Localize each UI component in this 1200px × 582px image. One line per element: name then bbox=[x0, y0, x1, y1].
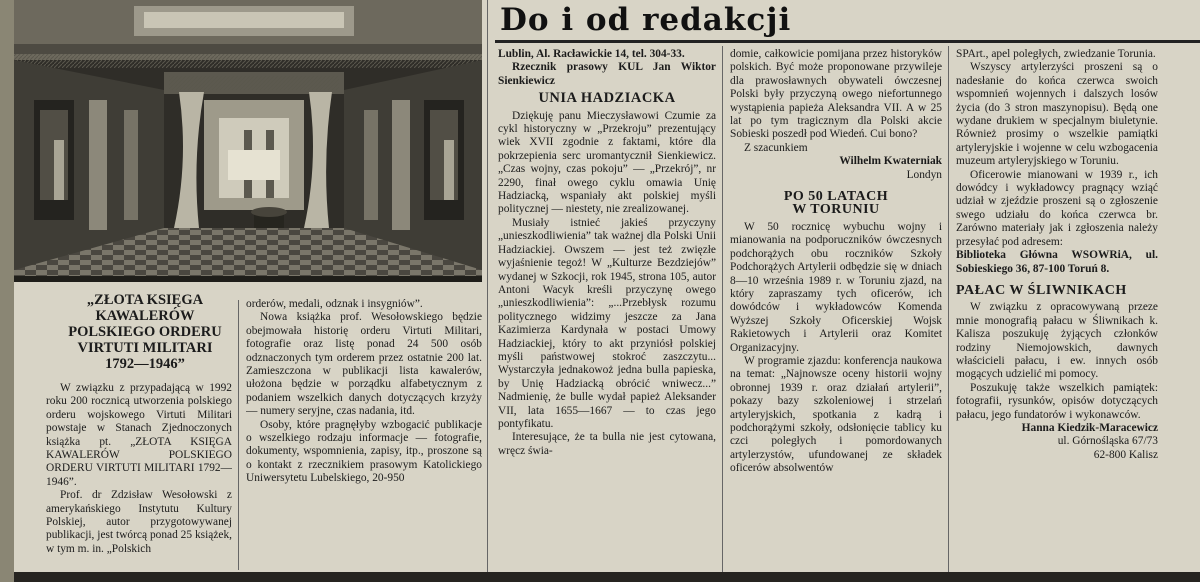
article-column5 bbox=[956, 48, 1158, 570]
paragraph: Wszyscy artylerzyści proszeni są o nadesłanie do końca czerwca swoich wspomnień wojennych i dalszych losów życia (do 3 stron maszynopisu). Będą one wydane drukiem w specjalnym biuletynie. Również prosimy o wszelkie pamiątki artyleryjskie i wojenne w celu wzbogacenia muzeum artyleryjskiego w Toruniu. bbox=[956, 61, 1158, 168]
signature-name: Wilhelm Kwaterniak bbox=[839, 155, 942, 168]
title-line: POLSKIEGO ORDERU bbox=[68, 324, 222, 340]
article-title-palac: PAŁAC W ŚLIWNIKACH bbox=[956, 282, 1127, 298]
paragraph: Lublin, Al. Racławickie 14, tel. 304-33. bbox=[498, 48, 685, 60]
article-column4 bbox=[730, 48, 942, 570]
paragraph: Nowa książka prof. Wesołowskiego będzie obejmowała historię orderu Virtuti Militari, fotografie oraz listę ponad 24 500 osób odznaczonych tym orderem przez ostatnie 200 lat. Zamieszczona w publikacji lista kawalerów, ułożona będzie w porządku alfabetycznym z podaniem wszelkich danych dotyczących krzyży — numery seryjne, czas nadania, itd. bbox=[246, 311, 482, 418]
paragraph: Dziękuję panu Mieczysławowi Czumie za cykl historyczny w „Przekroju” prezentujący wiek XVII zgodnie z faktami, które dla pokrzepienia serc uromantycznił Sienkiewicz. „Czas wojny, czas pokoju” — „Przekrój”, nr 2290, finał owego cyklu omawia Unię Hadziacką, wspaniały akt polskiej myśli politycznej — niestety, nie zrealizowanej. bbox=[498, 109, 716, 216]
title-line: KAWALERÓW bbox=[95, 308, 195, 324]
paragraph: Osoby, które pragnęłyby wzbogacić publikacje o wszelkiego rodzaju informacje — fotografie, dokumenty, wspomnienia, zapisy, itp., proszone są o kontakt z rzecznikiem prasowym Katolickiego Uniwersytetu Lubelskiego, 20-950 bbox=[246, 418, 482, 485]
signature-name: Hanna Kiedzik-Maracewicz bbox=[1021, 421, 1158, 434]
paragraph: Oficerowie mianowani w 1939 r., ich dowódcy i wykładowcy pragnący wziąć udział w zjeździe proszeni są o zgłoszenie swego udziału do końca czerwca br. Zarówno materiały jak i zgłoszenia należy przesyłać pod adresem: bbox=[956, 168, 1158, 248]
article-title-zlota-ksiega bbox=[50, 292, 240, 372]
article-title-po-50-latach bbox=[730, 190, 942, 217]
article-title-unia-hadziacka: UNIA HADZIACKA bbox=[538, 90, 676, 107]
article1-column2 bbox=[246, 298, 482, 570]
masthead-rule bbox=[495, 40, 1200, 43]
address: Biblioteka Główna WSOWRiA, ul. Sobieskiego 36, 87-100 Toruń 8. bbox=[956, 249, 1158, 275]
paragraph: W programie zjazdu: konferencja naukowa na temat: „Najnowsze oceny historii wojny obronnej 1939 r. oraz działań artylerii”, pokazy bazy szkoleniowej i strzelań artyleryjskich, spotkania z kadrą i podchorążymi szkoły, odsłonięcie tablicy ku czci poległych i pomordowanych artylerzystów, ufundowanej ze składek oficerów absolwentów bbox=[730, 354, 942, 475]
paragraph: orderów, medali, odznak i insygniów”. bbox=[246, 298, 423, 310]
paragraph: SPArt., apel poległych, zwiedzanie Torunia. bbox=[956, 48, 1156, 60]
article1-column1 bbox=[46, 382, 232, 570]
title-line: „ZŁOTA KSIĘGA bbox=[86, 292, 204, 308]
section-masthead: Do i od redakcji bbox=[500, 2, 792, 38]
title-line: VIRTUTI MILITARI bbox=[77, 340, 213, 356]
title-line: PO 50 LATACH bbox=[783, 189, 889, 205]
column-divider bbox=[948, 46, 949, 572]
signature-address: 62-800 Kalisz bbox=[1093, 448, 1158, 461]
bottom-border bbox=[14, 572, 1200, 582]
paragraph: W związku z przypadającą w 1992 roku 200 rocznicą utworzenia polskiego orderu wojskowego Virtuti Militari powstaje w Stanach Zjednoczonych książka pt. „ZŁOTA KSIĘGA KAWALERÓW POLSKIEGO ORDERU VIRTUTI MILITARI 1792—1946”. bbox=[46, 382, 232, 488]
column-divider bbox=[722, 46, 723, 572]
signature-address: ul. Górnośląska 67/73 bbox=[1057, 435, 1158, 448]
paragraph: Interesujące, że ta bulla nie jest cytowana, wręcz świa- bbox=[498, 431, 716, 457]
paragraph: domie, całkowicie pomijana przez historyków polskich. Być może proponowane przywileje dla prawosławnych obywateli ówczesnej Polski były przyczyną owego niefortunnego wystąpienia papieża Aleksandra VII. A w 25 lat po tym tragicznym dla Polski akcie Sobieski poszedł pod Wiedeń. Cui bono? bbox=[730, 48, 942, 141]
paragraph: W 50 rocznicę wybuchu wojny i mianowania na podporuczników ówczesnych podchorążych obu roczników Szkoły Podchorążych Artylerii odbędzie się w dniach 8—10 września 1989 r. w Toruniu zjazd, na który zapraszamy tych oficerów, ich dowódców i wykładowców Komenda Wyższej Szkoły Oficerskiej Wojsk Rakietowych i Artylerii oraz Komitet Organizacyjny. bbox=[730, 220, 942, 354]
article2-column3 bbox=[498, 48, 716, 570]
paragraph: Rzecznik prasowy KUL Jan Wiktor Sienkiewicz bbox=[498, 61, 716, 87]
title-line: 1792—1946” bbox=[105, 356, 185, 372]
paragraph: Z szacunkiem bbox=[744, 141, 808, 154]
title-line: W TORUNIU bbox=[792, 202, 880, 218]
page-edge bbox=[0, 0, 14, 582]
paragraph: W związku z opracowywaną przeze mnie monografią pałacu w Śliwnikach k. Kalisza poszukuję żyjących członków rodziny Niemojowskich, dawnych właścicieli pałacu, i ew. innych osób mogących udzielić mi pomocy. bbox=[956, 301, 1158, 381]
palace-interior-illustration bbox=[14, 0, 482, 282]
paragraph: Poszukuję także wszelkich pamiątek: fotografii, rysunków, opisów dotyczących pałacu, jego fundatorów i wykonawców. bbox=[956, 381, 1158, 421]
paragraph: Prof. dr Zdzisław Wesołowski z amerykańskiego Instytutu Kultury Polskiej, autor przygotowywanej publikacji, jest twórcą ponad 25 książek, w tym m. in. „Polskich bbox=[46, 489, 232, 555]
column-divider bbox=[487, 0, 488, 572]
paragraph: Musiały istnieć jakieś przyczyny „unieszkodliwienia” tak ważnej dla Polski Unii Hadziackiej. Owszem — jest też zwięzłe wyjaśnienie tegoż! W „Kulturze Bezdziejów” wydanej w Szkocji, rok 1945, strona 105, autor Antoni Wacyk kreśli przyczynę owego „unieszkodliwienia”: „...Przebłysk rozumu politycznego widzimy jeszcze za Jana Kazimierza Kardynała w postaci Umowy Hadziackiej, który to akt przyniósł polskiej myśli państwowej stokroć zaszczytu... Wystarczyła jednakowoż jedna bulla papieska, by Unię Hadziacką obrócić wniwecz...” Nadmienię, że bulle wydał papież Aleksander VII, lata 1655—1667 — to czas jego pontyfikatu. bbox=[498, 216, 716, 430]
signature-city: Londyn bbox=[906, 168, 942, 181]
